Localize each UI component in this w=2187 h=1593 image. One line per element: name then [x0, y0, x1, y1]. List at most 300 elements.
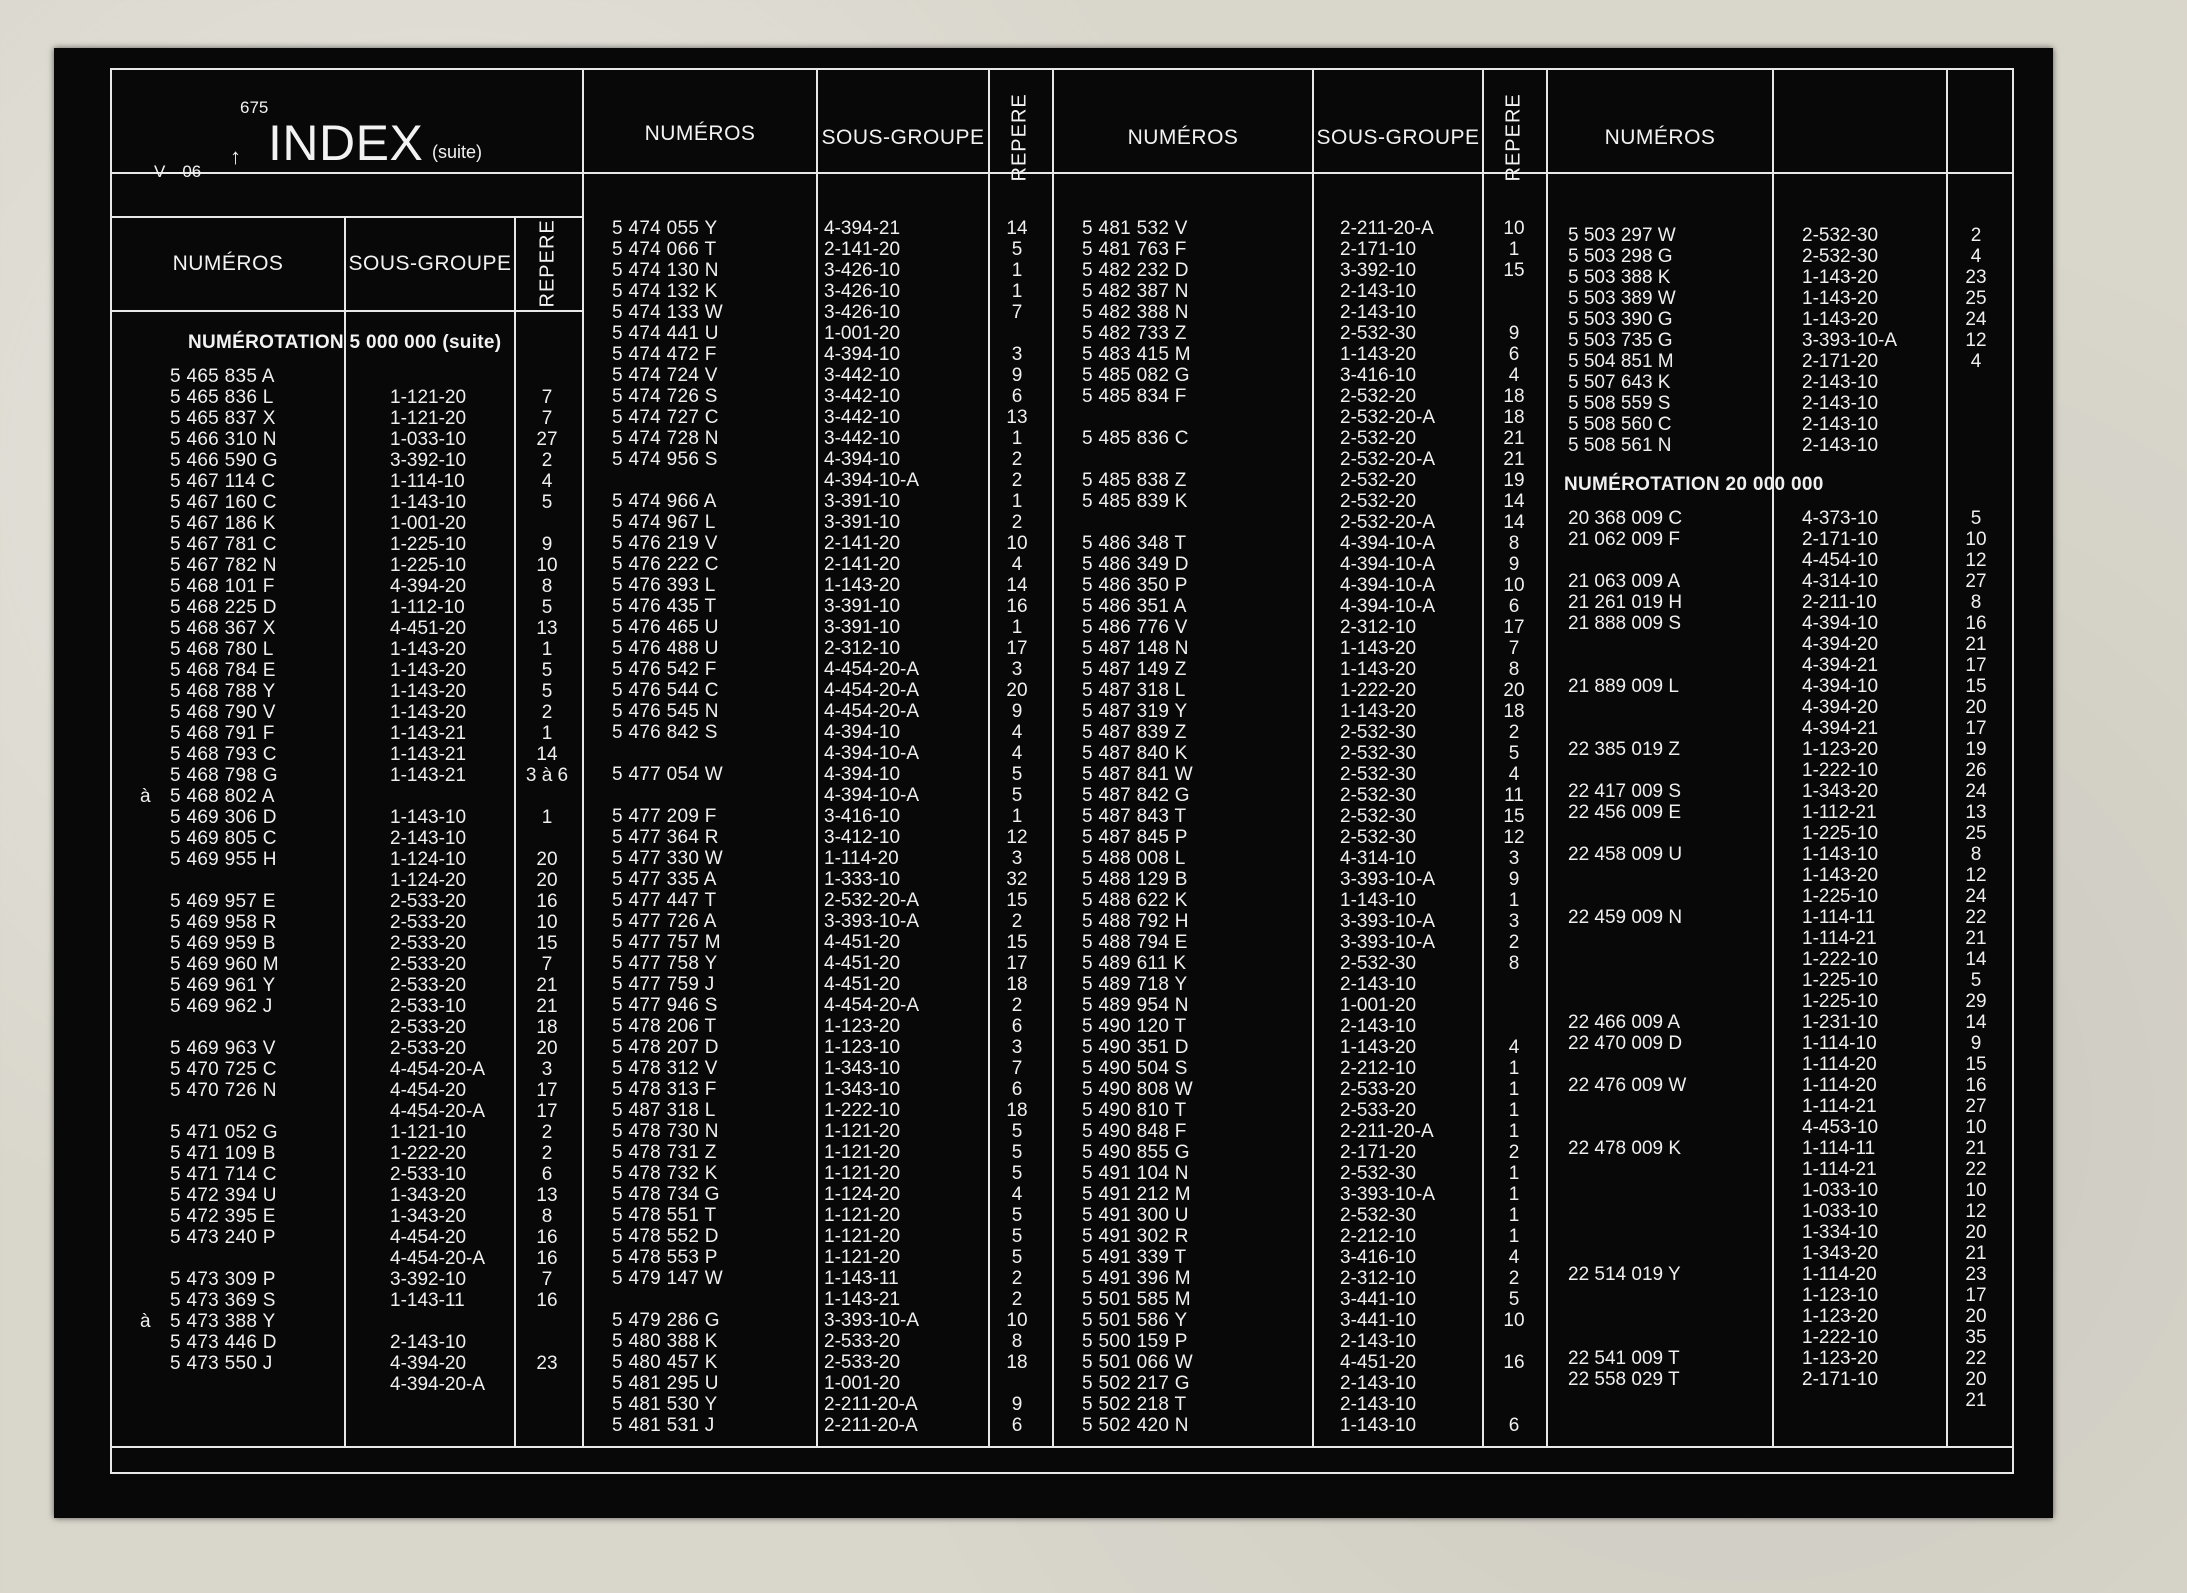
repere-value: 21 [1503, 449, 1525, 470]
repere-value: 8 [1970, 844, 1982, 865]
table-row [112, 471, 582, 492]
part-number: 5 482 733 Z [1082, 323, 1187, 344]
part-number: 5 478 734 G [612, 1184, 720, 1205]
repere-value: 18 [1006, 974, 1028, 995]
part-number: 5 476 465 U [612, 617, 719, 638]
table-row [112, 1248, 582, 1269]
part-number: 5 479 286 G [612, 1310, 720, 1331]
part-number: 5 485 082 G [1082, 365, 1190, 386]
sous-groupe-value: 3-391-10 [824, 512, 901, 533]
repere-value: 4 [1970, 246, 1982, 267]
col4-rep-divider [1946, 70, 1948, 1448]
part-number: 22 385 019 Z [1568, 739, 1680, 760]
part-number: 5 487 318 L [612, 1100, 716, 1121]
part-number: 5 487 839 Z [1082, 722, 1187, 743]
part-number: 5 487 845 P [1082, 827, 1188, 848]
repere-value: 10 [536, 555, 558, 576]
repere-value: 21 [1503, 428, 1525, 449]
table-row [1548, 1201, 2012, 1222]
table-row [1548, 1159, 2012, 1180]
sous-groupe-value: 2-141-20 [824, 239, 901, 260]
table-row [1548, 393, 2012, 414]
table-row [112, 429, 582, 450]
sous-groupe-value: 1-121-20 [824, 1121, 901, 1142]
table-row [1548, 309, 2012, 330]
sous-groupe-value: 4-394-10 [824, 722, 901, 743]
sous-groupe-value: 3-393-10-A [1340, 911, 1436, 932]
part-number: 5 490 120 T [1082, 1016, 1187, 1037]
table-row [112, 996, 582, 1017]
table-row [1548, 508, 2012, 529]
repere-value: 5 [1011, 1142, 1023, 1163]
part-number: 5 478 207 D [612, 1037, 719, 1058]
table-row [1548, 1390, 2012, 1411]
part-number: 5 468 793 C [170, 744, 277, 765]
sous-groupe-value: 4-394-20-A [390, 1374, 486, 1395]
part-number: 5 471 714 C [170, 1164, 277, 1185]
part-number: 5 487 148 N [1082, 638, 1189, 659]
repere-value: 9 [1970, 1033, 1982, 1054]
part-number: 5 477 757 M [612, 932, 721, 953]
table-row [1548, 1117, 2012, 1138]
repere-value: 11 [1504, 785, 1524, 806]
sous-groupe-value: 4-394-20 [1802, 634, 1879, 655]
sous-groupe-value: 3-426-10 [824, 302, 901, 323]
repere-value: 6 [1508, 596, 1520, 617]
header-numeros: NUMÉROS [1127, 126, 1239, 149]
repere-value: 1 [541, 723, 553, 744]
sous-groupe-value: 1-143-20 [390, 639, 467, 660]
sous-groupe-value: 4-394-10-A [1340, 575, 1436, 596]
repere-value: 6 [1011, 1415, 1023, 1436]
repere-value: 5 [541, 660, 553, 681]
part-number: 5 476 545 N [612, 701, 719, 722]
spacer [1548, 456, 2012, 474]
repere-value: 12 [1006, 827, 1028, 848]
sous-groupe-value: 1-114-21 [1802, 928, 1877, 949]
repere-value: 17 [536, 1101, 558, 1122]
repere-value: 13 [1965, 802, 1987, 823]
part-number: 5 473 240 P [170, 1227, 276, 1248]
sous-groupe-value: 1-143-21 [824, 1289, 901, 1310]
repere-value: 14 [1006, 218, 1028, 239]
sous-groupe-value: 2-532-30 [1802, 246, 1879, 267]
part-number: 5 468 802 A [170, 786, 275, 807]
part-number: 5 477 447 T [612, 890, 717, 911]
sous-groupe-value: 1-114-11 [1802, 1138, 1876, 1159]
sous-groupe-value: 3-393-10-A [824, 911, 920, 932]
sous-groupe-value: 1-143-21 [390, 723, 467, 744]
sous-groupe-value: 2-533-20 [390, 912, 467, 933]
sous-groupe-value: 1-123-10 [824, 1037, 901, 1058]
part-number: 5 502 218 T [1082, 1394, 1187, 1415]
repere-value: 9 [1011, 701, 1023, 722]
repere-value: 9 [1011, 1394, 1023, 1415]
part-number: 5 487 843 T [1082, 806, 1187, 827]
sous-groupe-value: 4-451-20 [824, 953, 901, 974]
sous-groupe-value: 1-143-11 [390, 1290, 465, 1311]
part-number: 5 467 114 C [170, 471, 276, 492]
table-row [1548, 288, 2012, 309]
repere-value: 10 [1965, 1180, 1987, 1201]
table-row [1548, 760, 2012, 781]
sous-groupe-value: 1-225-10 [390, 534, 467, 555]
table-row [112, 786, 582, 807]
sous-groupe-value: 1-143-10 [390, 807, 467, 828]
table-row [1548, 1096, 2012, 1117]
table-row [1548, 802, 2012, 823]
part-number: 5 465 835 A [170, 366, 275, 387]
sous-groupe-value: 1-121-10 [390, 1122, 467, 1143]
table-row [1548, 697, 2012, 718]
repere-value: 20 [1965, 1222, 1987, 1243]
sous-groupe-value: 1-001-20 [1340, 995, 1417, 1016]
table-row [112, 1164, 582, 1185]
table-row [1548, 718, 2012, 739]
part-number: 5 481 531 J [612, 1415, 715, 1436]
part-number: 5 485 834 F [1082, 386, 1187, 407]
sous-groupe-value: 1-222-20 [1340, 680, 1417, 701]
repere-value: 19 [1965, 739, 1987, 760]
repere-value: 15 [1965, 676, 1987, 697]
repere-value: 4 [1011, 722, 1023, 743]
part-number: 5 478 313 F [612, 1079, 717, 1100]
part-number: 22 417 009 S [1568, 781, 1682, 802]
repere-value: 2 [1508, 1268, 1520, 1289]
repere-value: 10 [536, 912, 558, 933]
sous-groupe-value: 2-532-30 [1802, 225, 1879, 246]
repere-value: 23 [1965, 267, 1987, 288]
table-row [1548, 372, 2012, 393]
sous-groupe-value: 2-312-10 [824, 638, 901, 659]
repere-value: 5 [541, 681, 553, 702]
part-number: 5 468 790 V [170, 702, 276, 723]
table-row [112, 933, 582, 954]
part-number: 5 469 306 D [170, 807, 277, 828]
repere-value: 21 [1965, 1243, 1987, 1264]
part-number: 5 474 967 L [612, 512, 716, 533]
sous-groupe-value: 1-123-20 [1802, 1348, 1879, 1369]
part-number: 5 474 728 N [612, 428, 719, 449]
sous-groupe-value: 3-391-10 [824, 617, 901, 638]
up-arrow-icon: ↑ [230, 144, 241, 169]
table-row [112, 807, 582, 828]
table-row [1548, 435, 2012, 456]
sous-groupe-value: 1-225-10 [390, 555, 467, 576]
table-row [112, 765, 582, 786]
part-number: 5 485 838 Z [1082, 470, 1187, 491]
table-row [1548, 592, 2012, 613]
repere-value: 2 [1011, 449, 1023, 470]
repere-value: 18 [1503, 701, 1525, 722]
part-number: 5 483 415 M [1082, 344, 1191, 365]
repere-value: 19 [1503, 470, 1525, 491]
sous-groupe-value: 2-533-20 [1340, 1100, 1417, 1121]
repere-value: 29 [1965, 991, 1987, 1012]
part-number: 5 491 396 M [1082, 1268, 1191, 1289]
sous-groupe-value: 2-171-20 [1802, 351, 1879, 372]
table-row [112, 1353, 582, 1374]
sous-groupe-value: 2-212-10 [1340, 1226, 1417, 1247]
repere-value: 8 [1970, 592, 1982, 613]
repere-value: 3 [541, 1059, 553, 1080]
repere-value: 10 [1503, 218, 1525, 239]
part-number: 5 474 956 S [612, 449, 718, 470]
part-number: 5 503 297 W [1568, 225, 1676, 246]
repere-value: 27 [536, 429, 558, 450]
sous-groupe-value: 1-114-11 [1802, 907, 1876, 928]
sous-groupe-value: 2-532-30 [1340, 1205, 1417, 1226]
part-number: 5 467 782 N [170, 555, 277, 576]
repere-value: 2 [541, 702, 553, 723]
prefix-text: à [140, 1311, 151, 1332]
sous-groupe-value: 1-143-11 [824, 1268, 899, 1289]
part-number: 5 476 488 U [612, 638, 719, 659]
repere-value: 1 [1508, 1205, 1520, 1226]
repere-value: 14 [1965, 949, 1987, 970]
sous-groupe-value: 3-392-10 [390, 1269, 467, 1290]
sous-groupe-value: 1-121-20 [824, 1142, 901, 1163]
sous-groupe-value: 1-114-20 [824, 848, 899, 869]
sous-groupe-value: 4-454-10 [1802, 550, 1879, 571]
repere-value: 4 [1508, 365, 1520, 386]
sous-groupe-value: 3-393-10-A [1802, 330, 1898, 351]
sous-groupe-value: 1-222-10 [824, 1100, 901, 1121]
sous-groupe-value: 2-143-10 [1340, 974, 1417, 995]
sous-groupe-value: 1-143-20 [1802, 865, 1879, 886]
repere-value: 12 [1965, 1201, 1987, 1222]
sous-groupe-value: 1-123-20 [824, 1016, 901, 1037]
sous-groupe-value: 3-416-10 [824, 806, 901, 827]
sous-groupe-value: 1-143-20 [390, 681, 467, 702]
part-number: 5 474 441 U [612, 323, 719, 344]
table-row [112, 954, 582, 975]
sous-groupe-value: 3-416-10 [1340, 1247, 1417, 1268]
index-title: INDEX [268, 115, 424, 171]
sous-groupe-value: 1-143-21 [390, 765, 467, 786]
part-number: 5 474 133 W [612, 302, 724, 323]
repere-value: 5 [1011, 785, 1023, 806]
sous-groupe-value: 3-393-10-A [824, 1310, 920, 1331]
repere-value: 15 [1965, 1054, 1987, 1075]
sous-groupe-value: 2-533-20 [390, 1038, 467, 1059]
part-number: 22 470 009 D [1568, 1033, 1683, 1054]
sous-groupe-value: 3-391-10 [824, 491, 901, 512]
sous-groupe-value: 1-143-20 [390, 702, 467, 723]
part-number: 5 482 232 D [1082, 260, 1189, 281]
repere-value: 20 [536, 1038, 558, 1059]
header-sous-groupe: SOUS-GROUPE [1316, 126, 1480, 149]
sous-groupe-value: 1-143-10 [390, 492, 467, 513]
header-numeros: NUMÉROS [1604, 126, 1716, 149]
part-number: 5 474 472 F [612, 344, 717, 365]
repere-value: 18 [1006, 1100, 1028, 1121]
sous-groupe-value: 1-001-20 [824, 323, 901, 344]
sous-groupe-value: 2-533-20 [824, 1352, 901, 1373]
sous-groupe-value: 1-123-20 [1802, 739, 1879, 760]
part-number: 5 501 586 Y [1082, 1310, 1188, 1331]
repere-value: 1 [1011, 491, 1023, 512]
part-number: 5 486 348 T [1082, 533, 1187, 554]
sous-groupe-value: 2-211-20-A [1340, 1121, 1434, 1142]
repere-value: 14 [1006, 575, 1028, 596]
repere-value: 9 [1508, 869, 1520, 890]
part-number: 5 473 369 S [170, 1290, 276, 1311]
repere-value: 23 [1965, 1264, 1987, 1285]
repere-value: 6 [1011, 386, 1023, 407]
part-number: 5 476 222 C [612, 554, 719, 575]
part-number: 5 465 836 L [170, 387, 274, 408]
part-number: 5 501 066 W [1082, 1352, 1194, 1373]
table-row [1548, 529, 2012, 550]
part-number: 5 488 794 E [1082, 932, 1188, 953]
part-number: 5 472 395 E [170, 1206, 276, 1227]
header-numeros: NUMÉROS [644, 122, 756, 145]
sous-groupe-value: 2-143-10 [1802, 393, 1879, 414]
part-number: 5 471 052 G [170, 1122, 278, 1143]
part-number: 5 487 318 L [1082, 680, 1186, 701]
sous-groupe-value: 1-114-20 [1802, 1075, 1877, 1096]
part-number: 5 480 457 K [612, 1352, 718, 1373]
part-number: 5 469 957 E [170, 891, 276, 912]
part-number: 5 477 946 S [612, 995, 718, 1016]
sous-groupe-value: 1-231-10 [1802, 1012, 1879, 1033]
sous-groupe-value: 1-334-10 [1802, 1222, 1879, 1243]
repere-value: 17 [1965, 1285, 1987, 1306]
sous-groupe-value: 2-533-20 [390, 1017, 467, 1038]
table-row [1548, 1075, 2012, 1096]
table-row [112, 639, 582, 660]
repere-value: 18 [1006, 1352, 1028, 1373]
sous-groupe-value: 1-343-20 [1802, 781, 1879, 802]
part-number: 5 468 780 L [170, 639, 274, 660]
repere-value: 5 [1508, 1289, 1520, 1310]
repere-value: 2 [1011, 512, 1023, 533]
prefix-text: à [140, 786, 151, 807]
table-row [1548, 550, 2012, 571]
repere-value: 3 [1508, 911, 1520, 932]
sous-groupe-value: 4-454-20-A [390, 1059, 486, 1080]
repere-value: 7 [541, 387, 553, 408]
sous-groupe-value: 4-394-10-A [824, 785, 920, 806]
table-row [1548, 246, 2012, 267]
table-row [1548, 655, 2012, 676]
sous-groupe-value: 4-394-10 [824, 449, 901, 470]
repere-value: 5 [541, 492, 553, 513]
part-number: 5 470 726 N [170, 1080, 277, 1101]
sous-groupe-value: 2-533-20 [390, 954, 467, 975]
repere-value: 17 [536, 1080, 558, 1101]
sous-groupe-value: 1-033-10 [1802, 1201, 1879, 1222]
repere-value: 4 [1970, 351, 1982, 372]
repere-value: 13 [1006, 407, 1028, 428]
part-number: 5 502 420 N [1082, 1415, 1189, 1436]
part-number: 5 486 350 P [1082, 575, 1188, 596]
sous-groupe-value: 3-412-10 [824, 827, 901, 848]
repere-value: 3 [1508, 848, 1520, 869]
part-number: 5 477 335 A [612, 869, 717, 890]
part-number: 5 488 622 K [1082, 890, 1188, 911]
repere-value: 7 [541, 954, 553, 975]
part-number: 5 473 388 Y [170, 1311, 276, 1332]
part-number: 5 469 805 C [170, 828, 277, 849]
repere-value: 15 [536, 933, 558, 954]
part-number: 5 467 160 C [170, 492, 277, 513]
part-number: 5 479 147 W [612, 1268, 724, 1289]
sous-groupe-value: 2-532-20-A [824, 890, 920, 911]
sous-groupe-value: 4-394-21 [1802, 718, 1879, 739]
sous-groupe-value: 1-033-10 [1802, 1180, 1879, 1201]
repere-value: 35 [1965, 1327, 1987, 1348]
part-number: 5 467 186 K [170, 513, 276, 534]
part-number: 5 490 808 W [1082, 1079, 1194, 1100]
repere-value: 16 [1503, 1352, 1525, 1373]
table-row [112, 1080, 582, 1101]
sous-groupe-value: 4-394-20 [1802, 697, 1879, 718]
part-number: 5 503 735 G [1568, 330, 1673, 351]
part-number: 5 473 309 P [170, 1269, 276, 1290]
part-number: 5 490 810 T [1082, 1100, 1187, 1121]
repere-value: 6 [1011, 1016, 1023, 1037]
sous-groupe-value: 1-143-20 [1340, 344, 1417, 365]
sous-groupe-value: 1-222-10 [1802, 760, 1879, 781]
repere-value: 1 [541, 807, 553, 828]
repere-value: 1 [1508, 239, 1520, 260]
sous-groupe-value: 3-426-10 [824, 260, 901, 281]
repere-value: 22 [1965, 1159, 1987, 1180]
repere-value: 16 [536, 1248, 558, 1269]
repere-value: 24 [1965, 781, 1987, 802]
table-row [112, 681, 582, 702]
sous-groupe-value: 2-533-10 [390, 1164, 467, 1185]
sous-groupe-value: 4-451-20 [390, 618, 467, 639]
header-repere: REPERE [1502, 93, 1525, 182]
part-number: 5 477 726 A [612, 911, 717, 932]
table-row [1548, 1138, 2012, 1159]
sous-groupe-value: 2-141-20 [824, 533, 901, 554]
repere-value: 1 [1508, 1226, 1520, 1247]
sous-groupe-value: 4-454-20 [390, 1080, 467, 1101]
repere-value: 1 [1508, 1184, 1520, 1205]
sous-groupe-value: 2-533-20 [824, 1331, 901, 1352]
part-number: 5 478 551 T [612, 1205, 717, 1226]
sous-groupe-value: 4-314-10 [1340, 848, 1417, 869]
part-number: 5 469 959 B [170, 933, 276, 954]
repere-value: 10 [1006, 533, 1028, 554]
table-row [112, 891, 582, 912]
table-row [1548, 1033, 2012, 1054]
part-number: 5 491 302 R [1082, 1226, 1189, 1247]
table-row [1548, 844, 2012, 865]
table-row [1548, 907, 2012, 928]
sous-groupe-value: 3-393-10-A [1340, 869, 1436, 890]
part-number: 5 508 560 C [1568, 414, 1672, 435]
sous-groupe-value: 4-394-10-A [824, 470, 920, 491]
table-row [1548, 928, 2012, 949]
repere-value: 21 [1965, 928, 1987, 949]
part-number: 5 487 840 K [1082, 743, 1188, 764]
part-number: 5 477 364 R [612, 827, 719, 848]
sous-groupe-value: 1-222-10 [1802, 949, 1879, 970]
part-number: 22 514 019 Y [1568, 1264, 1681, 1285]
table-row [112, 702, 582, 723]
part-number: 5 501 585 M [1082, 1289, 1191, 1310]
repere-value: 5 [1508, 743, 1520, 764]
sous-groupe-value: 2-532-20-A [1340, 407, 1436, 428]
table-row [1054, 1415, 1678, 1436]
repere-value: 24 [1965, 309, 1987, 330]
sous-groupe-value: 3-393-10-A [1340, 1184, 1436, 1205]
